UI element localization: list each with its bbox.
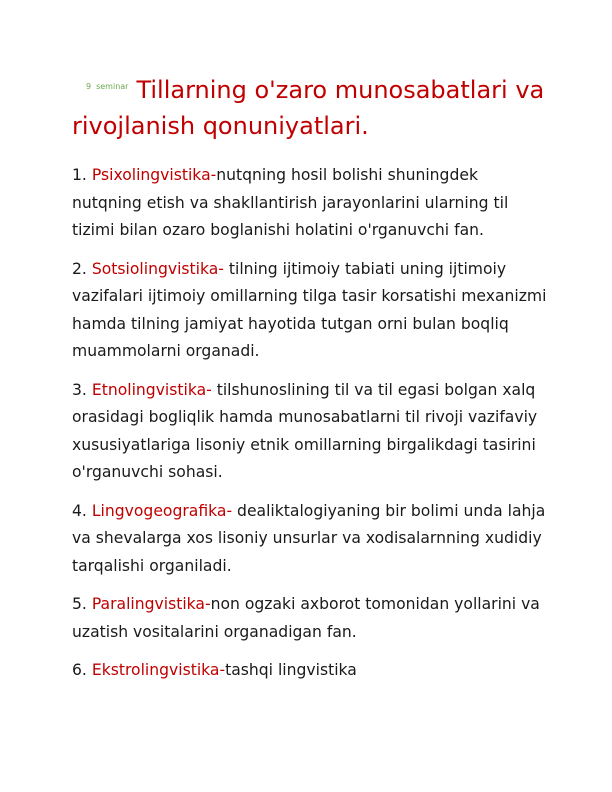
item-text: nutqning hosil bolishi shuningdek nutqning etish va shakllantirish jarayonlarini ularning til tizimi bilan ozaro boglanishi holatini o'rganuvchi fan. bbox=[72, 166, 509, 239]
item-term: Ekstrolingvistika- bbox=[91, 661, 226, 679]
list-item bbox=[72, 377, 552, 487]
item-number: 6. bbox=[72, 661, 87, 679]
list-item bbox=[72, 498, 552, 581]
item-number: 1. bbox=[72, 166, 87, 184]
item-number: 4. bbox=[72, 501, 87, 520]
item-term: Sotsiolingvistika- bbox=[91, 259, 224, 278]
prefix-number: 9 bbox=[86, 82, 92, 91]
list-item bbox=[72, 162, 552, 245]
list-item bbox=[72, 591, 552, 646]
item-text: tashqi lingvistika bbox=[225, 661, 357, 679]
document-title: Tillarning o'zaro munosabatlari va rivojlanish qonuniyatlari. bbox=[72, 76, 545, 140]
item-text: dealiktalogiyaning bir bolimi unda lahja va shevalarga xos lisoniy unsurlar va xodisalarnning xudidiy tarqalishi organiladi. bbox=[72, 501, 546, 575]
item-term: Psixolingvistika- bbox=[91, 166, 217, 184]
item-term: Lingvogeografika- bbox=[91, 501, 233, 520]
prefix-label: seminar bbox=[96, 82, 129, 91]
item-number: 5. bbox=[72, 595, 87, 613]
item-number: 2. bbox=[72, 259, 87, 278]
item-term: Etnolingvistika- bbox=[91, 380, 212, 399]
item-text: non ogzaki axborot tomonidan yollarini va uzatish vositalarini organadigan fan. bbox=[72, 595, 540, 641]
item-text: tilning ijtimoiy tabiati uning ijtimoiy vazifalari ijtimoiy omillarning tilga tasir korsatishi mexanizmi hamda tilning jamiyat hayotida tutgan orni bulan boqliq muammolarni organadi. bbox=[72, 259, 547, 360]
item-term: Paralingvistika- bbox=[91, 595, 211, 613]
item-text: tilshunoslining til va til egasi bolgan xalq orasidagi bogliqlik hamda munosabatlarni til rivoji vazifaviy xususiyatlariga lisoniy etnik omillarning birgalikdagi tasirini o'rganuvchi sohasi. bbox=[72, 380, 538, 481]
list-item bbox=[72, 256, 552, 366]
document-heading bbox=[72, 72, 552, 144]
item-number: 3. bbox=[72, 380, 87, 399]
heading-prefix bbox=[86, 82, 128, 92]
list-item bbox=[72, 657, 552, 685]
